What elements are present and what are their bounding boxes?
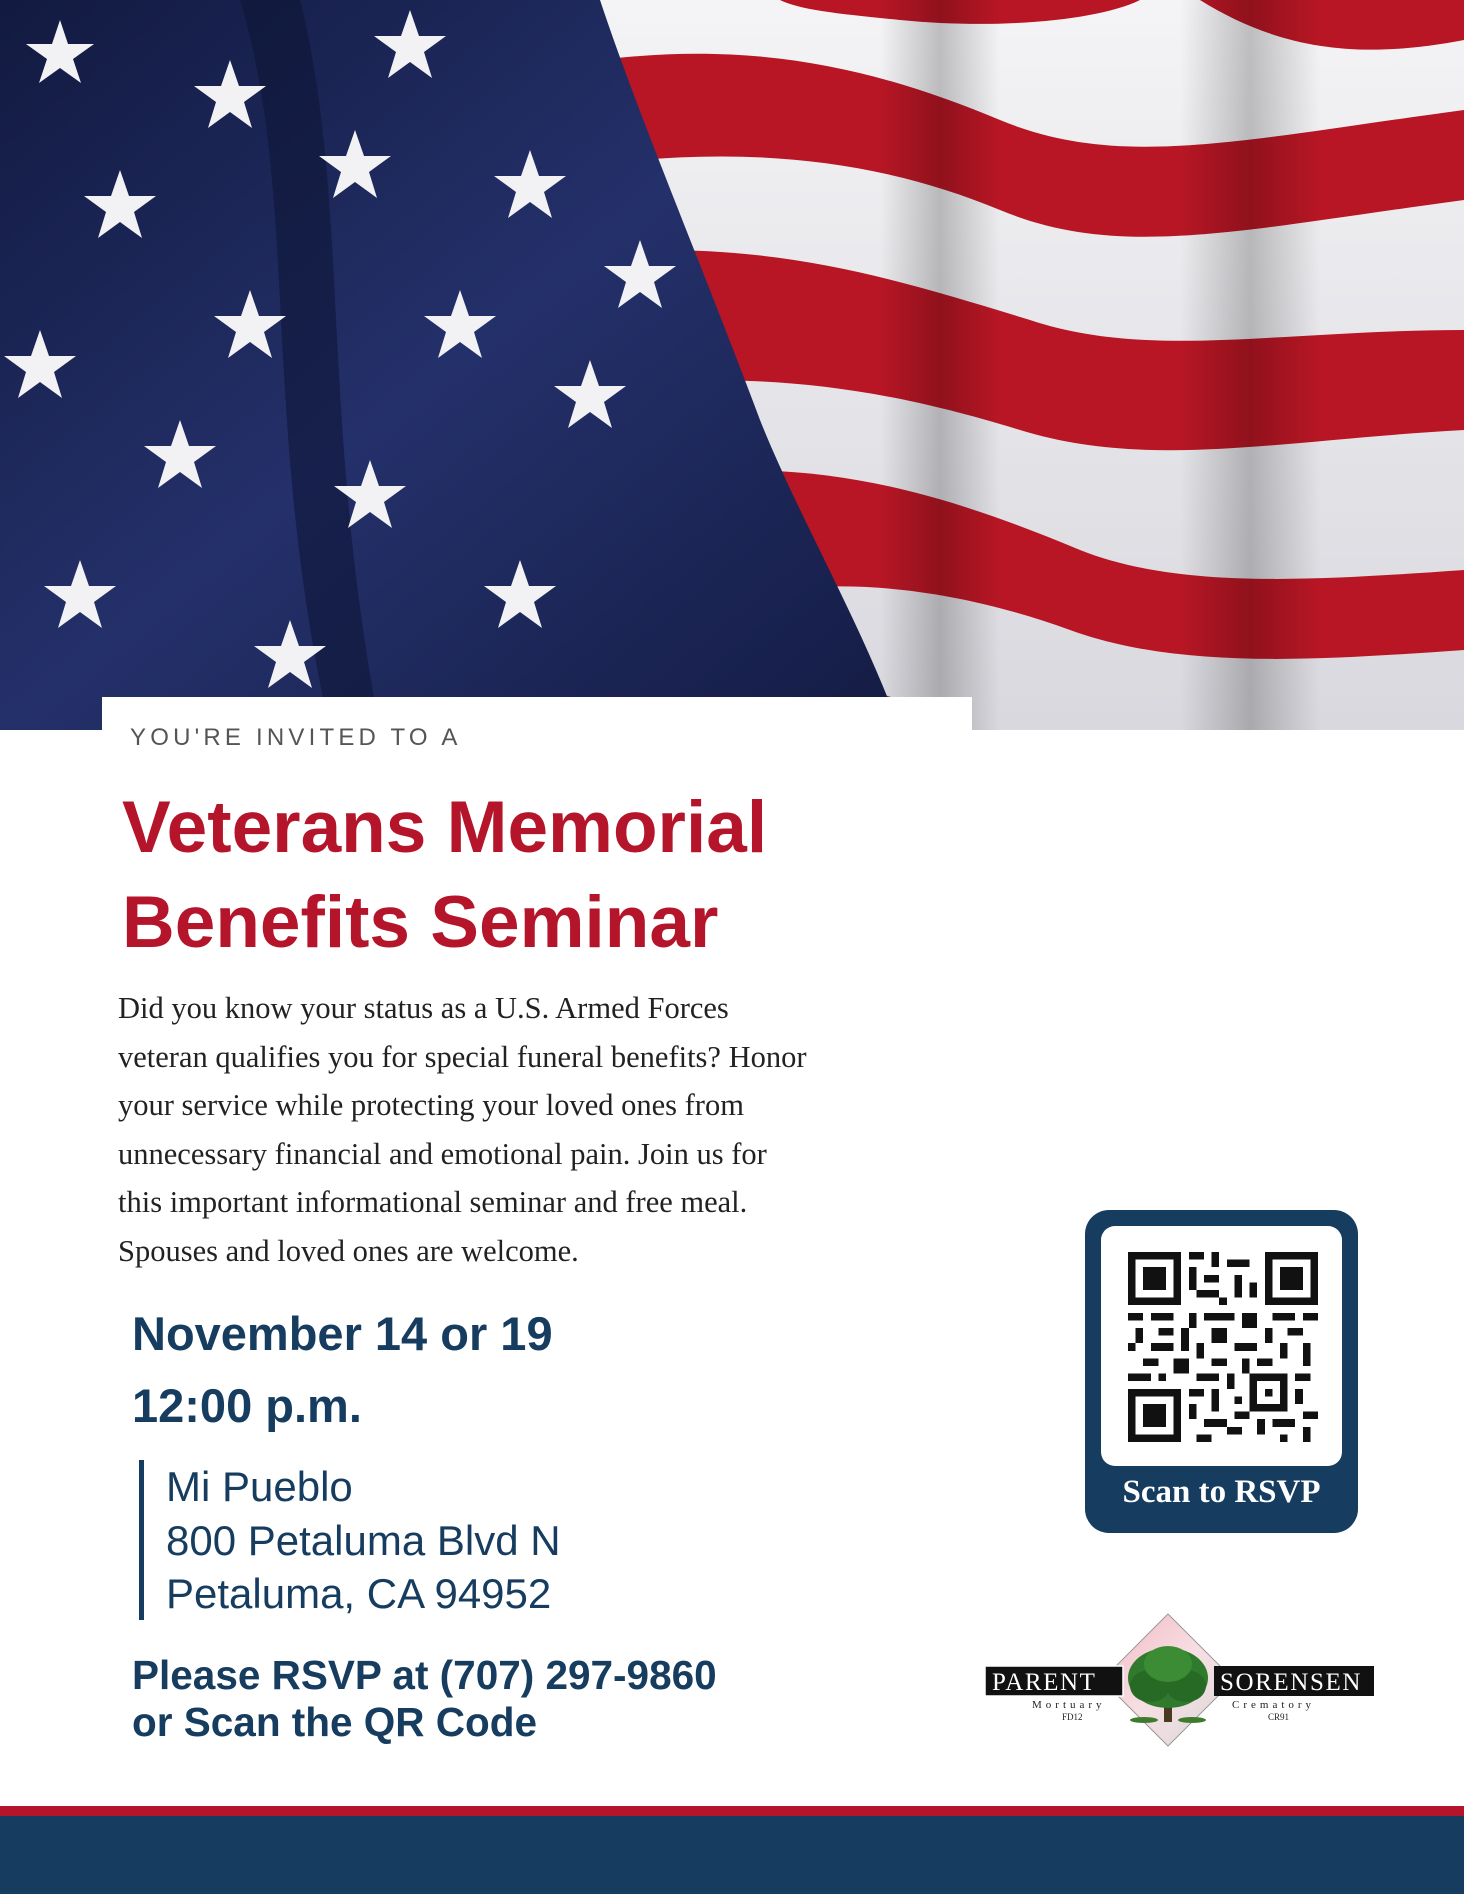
- description-line: this important informational seminar and free meal.: [118, 1185, 748, 1219]
- page-title: [122, 780, 1022, 970]
- description-paragraph: [118, 984, 978, 1275]
- description-line: your service while protecting your loved ones from: [118, 1088, 744, 1122]
- event-date: November 14 or 19: [132, 1307, 553, 1360]
- rsvp-instructions: [132, 1652, 992, 1746]
- qr-label: Scan to RSVP: [1122, 1474, 1321, 1510]
- qr-code-panel: [1101, 1226, 1342, 1466]
- rsvp-phone-line[interactable]: Please RSVP at (707) 297-9860: [132, 1652, 717, 1698]
- flag-hero-image: [0, 0, 1464, 730]
- event-time: 12:00 p.m.: [132, 1379, 362, 1432]
- description-line: unnecessary financial and emotional pain. Join us for: [118, 1136, 767, 1171]
- logo-right-code: CR91: [1268, 1712, 1290, 1722]
- logo-right-sub: Crematory: [1232, 1699, 1316, 1711]
- american-flag-illustration: [0, 0, 1464, 730]
- description-line: Did you know your status as a U.S. Armed Forces: [118, 991, 729, 1025]
- logo-left-code: FD12: [1062, 1712, 1083, 1722]
- qr-code-icon[interactable]: [1128, 1252, 1318, 1442]
- logo-left-name: PARENT: [992, 1669, 1097, 1696]
- qr-rsvp-card[interactable]: [1085, 1210, 1358, 1533]
- description-line: Spouses and loved ones are welcome.: [118, 1233, 579, 1268]
- venue-name: Mi Pueblo: [166, 1463, 353, 1510]
- rsvp-qr-line: or Scan the QR Code: [132, 1699, 538, 1745]
- venue-city: Petaluma, CA 94952: [166, 1570, 552, 1617]
- venue-street: 800 Petaluma Blvd N: [166, 1516, 561, 1564]
- footer-navy-band: [0, 1816, 1464, 1894]
- title-line-2: Benefits Seminar: [122, 882, 719, 963]
- venue-address-block: [139, 1460, 561, 1620]
- logo-right-name: SORENSEN: [1220, 1669, 1362, 1696]
- eyebrow-text: YOU'RE INVITED TO A: [130, 724, 462, 751]
- footer-red-band: [0, 1806, 1464, 1816]
- logo-left-sub: Mortuary: [1032, 1699, 1106, 1711]
- funeral-home-logo: [984, 1612, 1376, 1748]
- description-line: veteran qualifies you for special funeral benefits? Honor: [118, 1039, 807, 1074]
- title-line-1: Veterans Memorial: [122, 787, 768, 868]
